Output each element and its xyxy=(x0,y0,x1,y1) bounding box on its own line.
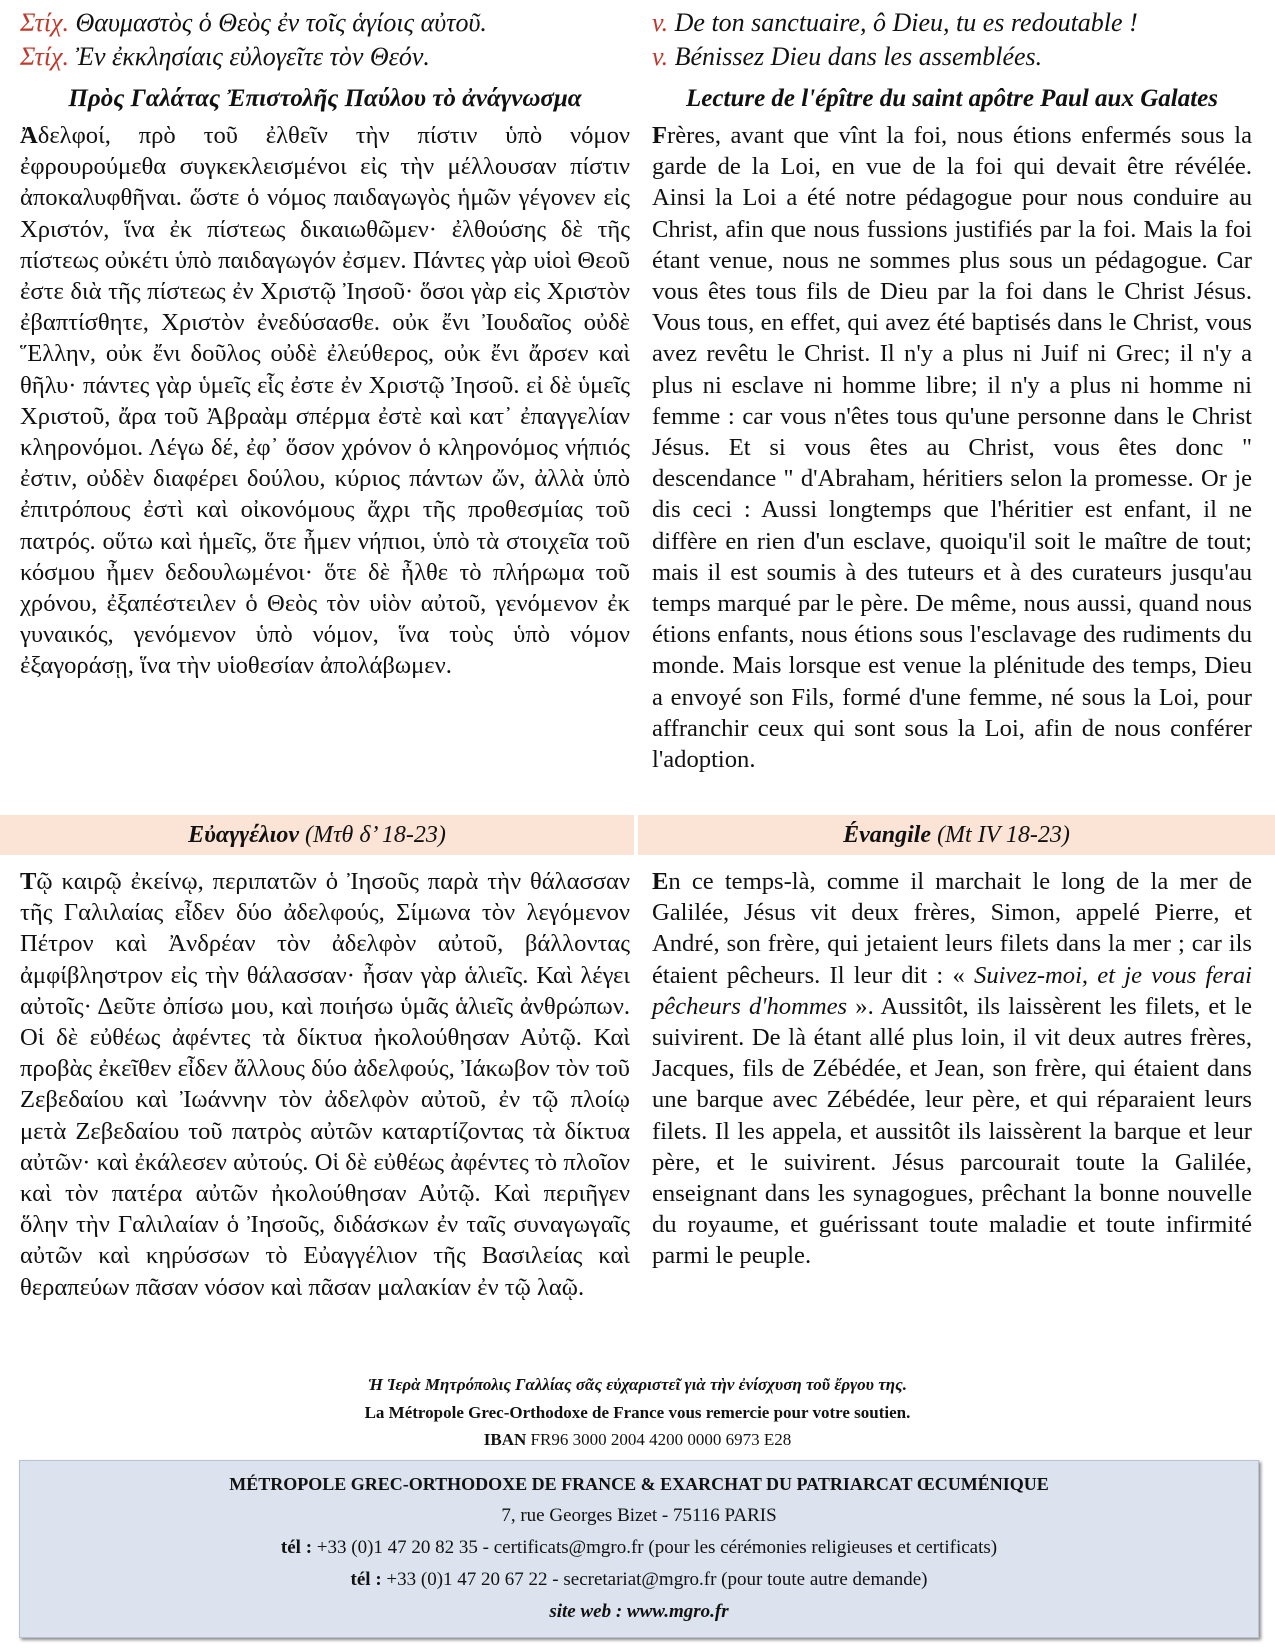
tel-label: tél : xyxy=(350,1569,382,1590)
drop-initial: Ἀ xyxy=(20,122,38,149)
gospel-french-body-1: n ce temps-là, comme il marchait le long de la mer de Galilée, Jésus vit deux frères, Simon, appelé Pierre, et André, son frère, qui jetaient leurs filets dans la mer ; car ils étaient pêcheurs. Il leur dit : « xyxy=(652,868,1252,989)
iban-label: IBAN xyxy=(483,1430,527,1449)
epistle-text-greek xyxy=(20,120,630,682)
gospel-title-greek: Εὐαγγέλιον xyxy=(188,822,299,848)
drop-initial: Τ xyxy=(20,868,37,895)
gospel-text-greek xyxy=(20,866,630,1303)
tel-2-text: +33 (0)1 47 20 67 22 - secretariat@mgro.fr (pour toute autre demande) xyxy=(381,1569,928,1590)
gospel-header-greek xyxy=(0,815,634,855)
gospel-ref-french: (Mt IV 18-23) xyxy=(931,822,1070,848)
stich-greek-2 xyxy=(20,42,430,72)
gospel-title-french: Évangile xyxy=(843,822,932,848)
stich-text: Θαυμαστὸς ὁ Θεὸς ἐν τοῖς ἁγίοις αὐτοῦ. xyxy=(69,8,487,37)
gospel-greek-body: ῷ καιρῷ ἐκείνῳ, περιπατῶν ὁ Ἰησοῦς παρὰ τὴν θάλασσαν τῆς Γαλιλαίας εἶδεν δύο ἀδελφούς, Σίμωνα τὸν λεγόμενον Πέτρον καὶ Ἀνδρέαν τὸν ἀδελφὸν αὐτοῦ, βάλλοντας ἀμφίβληστρον εἰς τὴν θάλασσαν· ἦσαν γὰρ ἁλιεῖς. Καὶ λέγει αὐτοῖς· Δεῦτε ὀπίσω μου, καὶ ποιήσω ὑμᾶς ἁλιεῖς ἀνθρώπων. Οἱ δὲ εὐθέως ἀφέντες τὰ δίκτυα ἠκολούθησαν Αὐτῷ. Καὶ προβὰς ἐκεῖθεν εἶδεν ἄλλους δύο ἀδελφούς, Ἰάκωβον τὸν τοῦ Ζεβεδαίου καὶ Ἰωάννην τὸν ἀδελφὸν αὐτοῦ, ἐν τῷ πλοίῳ μετὰ Ζεβεδαίου τοῦ πατρὸς αὐτῶν καταρτίζοντας τὰ δίκτυα αὐτῶν· καὶ ἐκάλεσεν αὐτούς. Οἱ δὲ εὐθέως ἀφέντες τὸ πλοῖον καὶ τὸν πατέρα αὐτῶν ἠκολούθησαν Αὐτῷ. Καὶ περιῆγεν ὅλην τὴν Γαλιλαίαν ὁ Ἰησοῦς, διδάσκων ἐν ταῖς συναγωγαῖς αὐτῶν καὶ κηρύσσων τὸ Εὐαγγέλιον τῆς Βασιλείας καὶ θεραπεύων πᾶσαν νόσον καὶ πᾶσαν μαλακίαν ἐν τῷ λαῷ. xyxy=(20,868,630,1301)
epistle-text-french xyxy=(652,120,1252,775)
stich-marker: Στίχ. xyxy=(20,42,70,71)
contact-tel-2 xyxy=(20,1567,1258,1593)
stich-marker: v. xyxy=(652,42,669,71)
iban-line xyxy=(0,1427,1275,1452)
website-link[interactable]: site web : www.mgro.fr xyxy=(549,1601,729,1622)
thanks-french: La Métropole Grec-Orthodoxe de France vous remercie pour votre soutien. xyxy=(364,1403,911,1422)
stich-marker: v. xyxy=(652,8,669,37)
gospel-text-french xyxy=(652,866,1252,1272)
tel-1-text: +33 (0)1 47 20 82 35 - certificats@mgro.fr (pour les cérémonies religieuses et certificats) xyxy=(312,1537,998,1558)
stich-marker: Στίχ. xyxy=(20,8,70,37)
epistle-french-body: rères, avant que vînt la foi, nous étions enfermés sous la garde de la Loi, en vue de la foi qui devait être révélée. Ainsi la Loi a été notre pédagogue pour nous conduire au Christ, afin que nous fussions justifiés par la foi. Mais la foi étant venue, nous ne sommes plus sous un pédagogue. Car vous êtes tous fils de Dieu par la foi dans le Christ Jésus. Vous tous, en effet, qui avez été baptisés dans le Christ, vous avez revêtu le Christ. Il n'y a plus ni Juif ni Grec; il n'y a plus ni esclave ni homme libre; il n'y a plus ni homme ni femme : car vous n'êtes tous qu'une personne dans le Christ Jésus. Et si vous êtes au Christ, vous êtes donc " descendance " d'Abraham, héritiers selon la promesse. Or je dis ceci : Aussi longtemps que l'héritier est enfant, il ne diffère en rien d'un esclave, quoiqu'il soit le maître de tout; mais il est soumis à des tuteurs et à des curateurs jusqu'au temps marqué par le père. De même, nous aussi, quand nous étions enfants, nous étions sous l'esclavage des rudiments du monde. Mais lorsque est venue la plénitude des temps, Dieu a envoyé son Fils, formé d'une femme, né sous la Loi, pour affranchir ceux qui sont sous la Loi, afin de nous conférer l'adoption. xyxy=(652,122,1252,774)
epistle-greek-body: δελφοί, πρὸ τοῦ ἐλθεῖν τὴν πίστιν ὑπὸ νόμον ἐφρουρούμεθα συγκεκλεισμένοι εἰς τὴν μέλλουσαν πίστιν ἀποκαλυφθῆναι. ὥστε ὁ νόμος παιδαγωγὸς ἡμῶν γέγονεν εἰς Χριστόν, ἵνα ἐκ πίστεως δικαιωθῶμεν· ἐλθούσης δὲ τῆς πίστεως οὐκέτι ὑπὸ παιδαγωγόν ἐσμεν. Πάντες γὰρ υἱοὶ Θεοῦ ἐστε διὰ τῆς πίστεως ἐν Χριστῷ Ἰησοῦ· ὅσοι γὰρ εἰς Χριστὸν ἐβαπτίσθητε, Χριστὸν ἐνεδύσασθε. οὐκ ἔνι Ἰουδαῖος οὐδὲ Ἕλλην, οὐκ ἔνι δοῦλος οὐδὲ ἐλεύθερος, οὐκ ἔνι ἄρσεν καὶ θῆλυ· πάντες γὰρ ὑμεῖς εἷς ἐστε ἐν Χριστῷ Ἰησοῦ. εἰ δὲ ὑμεῖς Χριστοῦ, ἄρα τοῦ Ἀβραὰμ σπέρμα ἐστὲ καὶ κατ᾿ ἐπαγγελίαν κληρονόμοι. Λέγω δέ, ἐφ᾿ ὅσον χρόνον ὁ κληρονόμος νήπιός ἐστιν, οὐδὲν διαφέρει δούλου, κύριος πάντων ὤν, ἀλλὰ ὑπὸ ἐπιτρόπους ἐστὶ καὶ οἰκονόμους ἄχρι τῆς προθεσμίας τοῦ πατρός. οὕτω καὶ ἡμεῖς, ὅτε ἦμεν νήπιοι, ὑπὸ τὰ στοιχεῖα τοῦ κόσμου ἦμεν δεδουλωμένοι· ὅτε δὲ ἦλθε τὸ πλήρωμα τοῦ χρόνου, ἐξαπέστειλεν ὁ Θεὸς τὸν υἱὸν αὐτοῦ, γενόμενον ἐκ γυναικός, γενόμενον ὑπὸ νόμον, ἵνα τοὺς ὑπὸ νόμον ἐξαγοράσῃ, ἵνα τὴν υἱοθεσίαν ἀπολάβωμεν. xyxy=(20,122,630,680)
epistle-title-greek: Πρὸς Γαλάτας Ἐπιστολῆς Παύλου τὸ ἀνάγνωσμα xyxy=(68,85,582,112)
gospel-french-body-2: ». Aussitôt, ils laissèrent les filets, et le suivirent. De là étant allé plus loin, il vit deux autres frères, Jacques, fils de Zébédée, et Jean, son frère, qui étaient dans une barque avec Zébédée, leur père, et qui réparaient leurs filets. Il les appela, et aussitôt ils laissèrent la barque et leur père, et le suivirent. Jésus parcourait toute la Galilée, enseignant dans les synagogues, prêchant la bonne nouvelle du royaume, et guérissant toute maladie et toute infirmité parmi le peuple. xyxy=(652,992,1252,1270)
contact-box xyxy=(19,1460,1259,1638)
iban-value: FR96 3000 2004 4200 0000 6973 E28 xyxy=(526,1430,792,1449)
drop-initial: E xyxy=(652,868,669,895)
tel-label: tél : xyxy=(280,1537,313,1558)
org-address: 7, rue Georges Bizet - 75116 PARIS xyxy=(501,1505,777,1526)
gospel-header-french xyxy=(638,815,1275,855)
gospel-ref-greek: (Μτθ δ’ 18-23) xyxy=(298,822,446,848)
gospel-french-quote: Suivez-moi, et je vous ferai pêcheurs d'hommes xyxy=(652,961,1252,1020)
stich-text: De ton sanctuaire, ô Dieu, tu es redoutable ! xyxy=(668,8,1138,37)
drop-initial: F xyxy=(652,122,668,149)
stich-french-2 xyxy=(652,42,1042,72)
contact-tel-1 xyxy=(20,1535,1258,1561)
org-name: MÉTROPOLE GREC-ORTHODOXE DE FRANCE & EXARCHAT DU PATRIARCAT ŒCUMÉNIQUE xyxy=(229,1474,1049,1494)
stich-greek-1 xyxy=(20,8,487,38)
epistle-title-french: Lecture de l'épître du saint apôtre Paul aux Galates xyxy=(686,85,1218,112)
stich-text: Ἐν ἐκκλησίαις εὐλογεῖτε τὸν Θεόν. xyxy=(69,42,430,71)
stich-french-1 xyxy=(652,8,1138,38)
stich-text: Bénissez Dieu dans les assemblées. xyxy=(668,42,1043,71)
thanks-greek: Ἡ Ἱερὰ Μητρόπολις Γαλλίας σᾶς εὐχαριστεῖ γιὰ τὴν ἐνίσχυση τοῦ ἔργου της. xyxy=(368,1375,907,1394)
